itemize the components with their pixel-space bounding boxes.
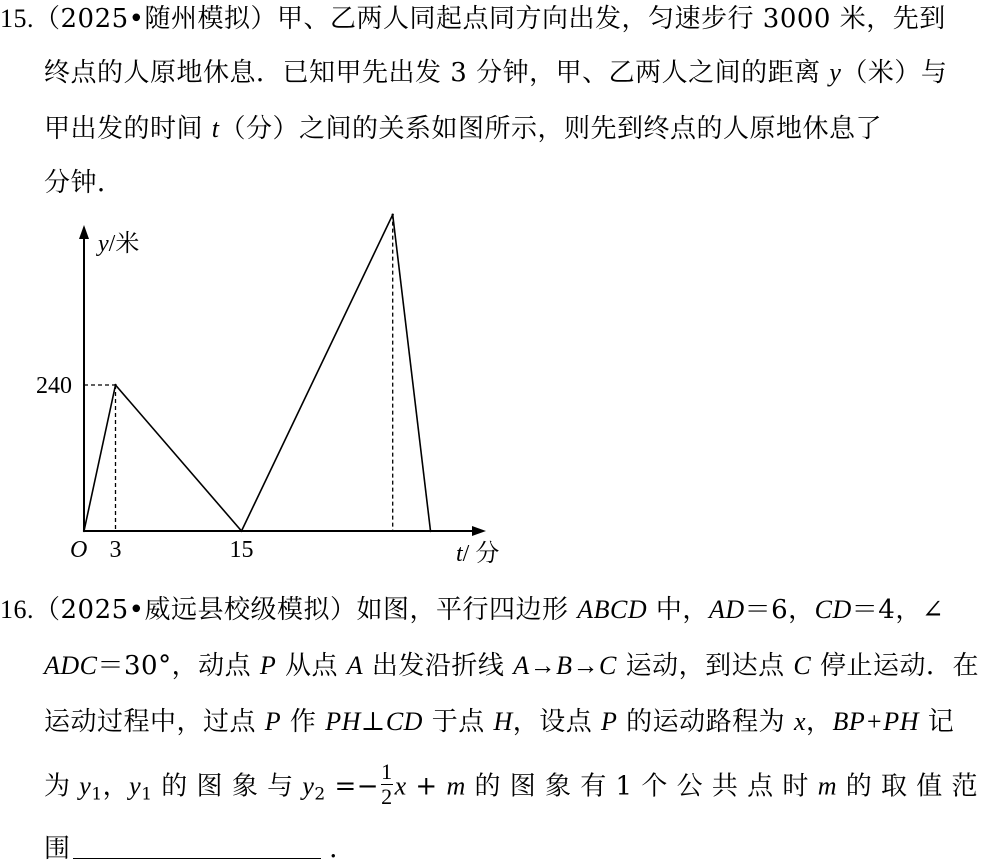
series-segment-3 bbox=[242, 215, 393, 531]
p16-text-5: 围 bbox=[44, 834, 71, 864]
p16-line-1 bbox=[0, 593, 944, 627]
p16-text-2a: ＝30°，动点 bbox=[97, 651, 260, 681]
p16-p-3: P bbox=[601, 707, 618, 736]
p16-ph: PH bbox=[325, 707, 361, 736]
p16-cd: CD bbox=[814, 595, 852, 624]
data-point-4 bbox=[392, 213, 394, 215]
p16-cd-val: ＝4，∠ bbox=[851, 595, 945, 625]
y-axis-var: y bbox=[98, 231, 109, 257]
answer-blank[interactable] bbox=[73, 832, 321, 859]
p16-y1-var: y bbox=[79, 771, 92, 801]
p16-adc: ADC bbox=[44, 651, 98, 680]
p15-text-2: 终点的人原地休息．已知甲先出发 3 分钟，甲、乙两人之间的距离 bbox=[44, 58, 830, 88]
p16-text-5-end: ． bbox=[329, 834, 356, 864]
p16-plus: + bbox=[406, 771, 447, 802]
p16-line-3 bbox=[44, 705, 954, 739]
p16-text-3b: 作 bbox=[281, 707, 326, 737]
p16-source: （2025•威远县校级模拟） bbox=[34, 595, 357, 625]
p16-y1b-sub: 1 bbox=[141, 784, 153, 805]
y-axis-label bbox=[96, 230, 139, 257]
series-segment-2 bbox=[116, 385, 242, 531]
p16-p-1: P bbox=[259, 651, 277, 680]
p16-text-1a: 如图，平行四边形 bbox=[356, 595, 578, 625]
p16-fraction bbox=[381, 761, 393, 808]
p16-y2-var: y bbox=[302, 771, 315, 801]
p15-text-3b: （分）之间的关系如图所示，则先到终点的人原地休息了 bbox=[219, 114, 883, 144]
p16-y2-sub: 2 bbox=[314, 784, 326, 805]
p15-line-3 bbox=[44, 112, 882, 146]
p16-text-3f: 记 bbox=[918, 707, 955, 737]
p16-a: A bbox=[346, 651, 364, 680]
p16-text-2c: 出发沿折线 bbox=[363, 651, 514, 681]
x-axis-var: t bbox=[456, 541, 463, 567]
p16-m-1: m bbox=[446, 771, 466, 801]
chart-marks bbox=[36, 213, 432, 563]
p16-text-2e: 停止运动．在 bbox=[811, 651, 979, 681]
x-tick-label-15: 15 bbox=[229, 537, 254, 563]
p16-text-2d: 运动，到达点 bbox=[616, 651, 794, 681]
p16-abcd: ABCD bbox=[577, 595, 648, 624]
p15-line-1 bbox=[0, 2, 946, 36]
p16-text-3a: 运动过程中，过点 bbox=[44, 707, 265, 737]
p15-source: （2025•随州模拟） bbox=[34, 4, 278, 34]
p16-line-5 bbox=[44, 832, 356, 866]
p16-m-2: m bbox=[817, 771, 837, 801]
p16-ad-val: ＝6， bbox=[744, 595, 815, 625]
p16-eq: =− bbox=[325, 771, 380, 802]
p16-x-2: x bbox=[394, 771, 407, 801]
p16-number: 16. bbox=[0, 595, 34, 624]
p15-text-1: 甲、乙两人同起点同方向出发，匀速步行 3000 米，先到 bbox=[277, 4, 946, 34]
p16-x: x bbox=[793, 707, 806, 736]
p16-line-4 bbox=[44, 759, 979, 811]
p16-text-4c: 的 图 象 有 1 个 公 共 点 时 bbox=[465, 771, 818, 802]
p15-line-4 bbox=[44, 166, 124, 200]
p16-frac-den: 2 bbox=[381, 784, 393, 809]
distance-time-chart bbox=[0, 205, 540, 575]
p16-path: A→B→C bbox=[513, 651, 617, 680]
p15-text-4: 分钟． bbox=[44, 168, 124, 198]
p15-line-2 bbox=[44, 56, 947, 90]
x-axis-unit: / 分 bbox=[462, 541, 500, 567]
x-tick-label-3: 3 bbox=[109, 537, 122, 563]
p16-perp: ⊥ bbox=[360, 707, 386, 737]
data-point-5 bbox=[429, 530, 431, 532]
p16-comma-2: ， bbox=[102, 771, 130, 802]
data-point-1 bbox=[83, 530, 85, 532]
p15-var-t: t bbox=[211, 114, 220, 143]
y-axis-unit: /米 bbox=[108, 231, 140, 257]
p16-text-4a: 为 bbox=[44, 771, 80, 802]
p15-var-y: y bbox=[829, 58, 842, 87]
p16-text-4d: 的 取 值 范 bbox=[836, 771, 979, 802]
p16-ad: AD bbox=[708, 595, 745, 624]
p16-text-1b: 中， bbox=[647, 595, 709, 625]
data-point-3 bbox=[240, 530, 242, 532]
p16-text-3e: 的运动路程为 bbox=[617, 707, 794, 737]
p16-text-2b: 从点 bbox=[276, 651, 347, 681]
p16-line-2 bbox=[44, 649, 979, 683]
p15-text-2b: （米）与 bbox=[841, 58, 948, 88]
p15-number: 15. bbox=[0, 4, 34, 33]
p16-text-3c: 于点 bbox=[422, 707, 494, 737]
p16-p-2: P bbox=[264, 707, 282, 736]
x-axis-label bbox=[456, 540, 499, 567]
p16-comma: ， bbox=[805, 707, 833, 737]
p16-c: C bbox=[793, 651, 812, 680]
p16-bpph: BP+PH bbox=[832, 707, 919, 736]
p16-text-4b: 的 图 象 与 bbox=[161, 771, 303, 802]
p16-h: H bbox=[493, 707, 513, 736]
p16-cd-2: CD bbox=[385, 707, 423, 736]
p16-y1-sub: 1 bbox=[91, 784, 103, 805]
x-axis-arrow bbox=[472, 526, 486, 536]
y-tick-label-240: 240 bbox=[36, 373, 72, 399]
origin-label: O bbox=[70, 537, 88, 563]
p16-y1b-var: y bbox=[129, 771, 142, 801]
p16-frac-num: 1 bbox=[381, 759, 393, 784]
series-segment-1 bbox=[84, 385, 116, 531]
p15-text-3a: 甲出发的时间 bbox=[44, 114, 212, 144]
y-axis-arrow bbox=[79, 225, 89, 239]
data-point-2 bbox=[114, 384, 116, 386]
series-segment-4 bbox=[393, 215, 431, 531]
p16-text-3d: ，设点 bbox=[512, 707, 602, 737]
